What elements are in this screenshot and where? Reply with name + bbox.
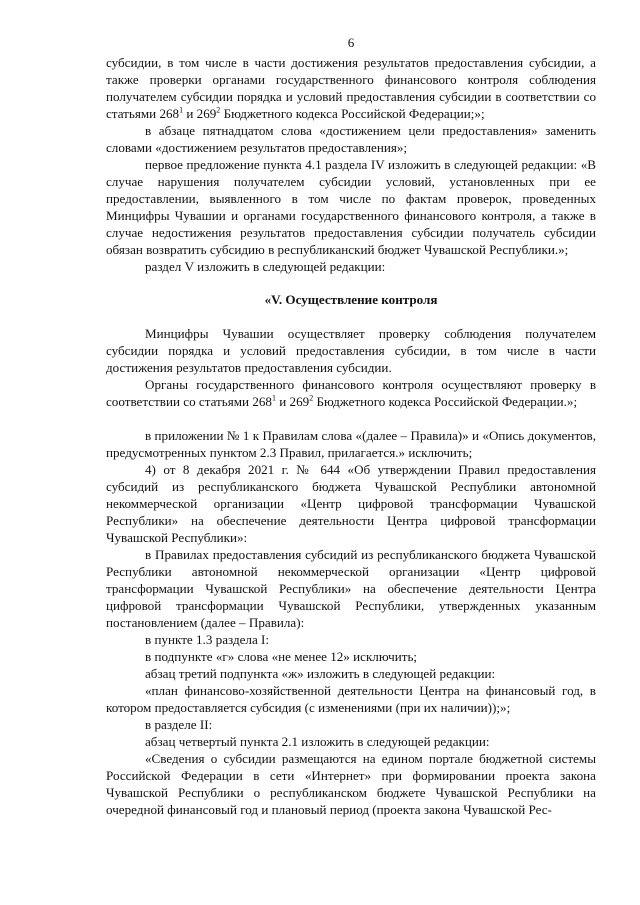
page-number: 6 xyxy=(347,35,355,50)
paragraph-text: Бюджетного кодекса Российской Федерации.»; xyxy=(313,394,578,409)
superscript: 2 xyxy=(309,393,314,403)
superscript: 1 xyxy=(179,105,184,115)
superscript: 2 xyxy=(216,105,221,115)
paragraph-item-4: 4) от 8 декабря 2021 г. № 644 «Об утверждении Правил предоставления субсидий из республиканского бюджета Чувашской Республики автономной некоммерческой организации «Центр цифровой трансформации Чувашской Республики» на обеспечение деятельности Центра цифровой трансформации Чувашской Республики»: xyxy=(106,462,596,545)
paragraph-text: и 269 xyxy=(275,394,310,409)
paragraph-rules: в Правилах предоставления субсидий из республиканского бюджета Чувашской Республики автономной некоммерческой организации «Центр цифровой трансформации Чувашской Республики» на обеспечение деятельности Центра цифровой трансформации Чувашской Республики, утвержденных указанным постановлением (далее – Правила): xyxy=(106,547,596,630)
paragraph-appendix-1: в приложении № 1 к Правилам слова «(далее – Правила)» и «Опись документов, предусмотренных пунктом 2.3 Правил, прилагается.» исключить; xyxy=(106,428,596,460)
paragraph-section-v-intro: раздел V изложить в следующей редакции: xyxy=(145,259,386,274)
paragraph-text: субсидии, в том числе в части достижения результатов предоставления субсидии, а также проверки органами государственного финансового контроля соблюдения получателем субсидии порядка и условий предоставления субсидии в соответствии со статьями 268 xyxy=(106,55,596,121)
paragraph-text: Органы государственного финансового контроля осуществляют проверку в соответствии со статьями 268 xyxy=(106,377,596,409)
paragraph-control-financial-bodies xyxy=(106,376,596,410)
paragraph-plan: «план финансово-хозяйственной деятельности Центра на финансовый год, в котором предоставляется субсидия (с изменениями (при их наличии));»; xyxy=(106,683,596,715)
paragraph-section-ii: в разделе II: xyxy=(145,717,213,732)
paragraph-text: Бюджетного кодекса Российской Федерации;»; xyxy=(220,106,485,121)
paragraph-subsidy-control xyxy=(106,54,596,122)
paragraph-subclause-zh: абзац третий подпункта «ж» изложить в следующей редакции: xyxy=(145,666,496,681)
section-heading: «V. Осуществление контроля xyxy=(264,292,438,307)
document-page xyxy=(106,34,596,818)
paragraph-clause-2-1: абзац четвертый пункта 2.1 изложить в следующей редакции: xyxy=(145,734,490,749)
paragraph-subsidy-info: «Сведения о субсидии размещаются на едином портале бюджетной системы Российской Федерации в сети «Интернет» при формировании проекта закона Чувашской Республики о республиканском бюджете Чувашской Республики на очередной финансовый год и плановый период (проекта закона Чувашской Рес- xyxy=(106,751,596,817)
paragraph-control-ministry: Минцифры Чувашии осуществляет проверку соблюдения получателем субсидии порядка и условий предоставления субсидии, в том числе в части достижения результатов предоставления субсидии. xyxy=(106,326,596,375)
paragraph-fifteenth-clause: в абзаце пятнадцатом слова «достижением цели предоставления» заменить словами «достижением результатов предоставления»; xyxy=(106,123,596,155)
paragraph-subclause-g: в подпункте «г» слова «не менее 12» исключить; xyxy=(145,649,418,664)
paragraph-text: и 269 xyxy=(183,106,217,121)
superscript: 1 xyxy=(271,393,276,403)
paragraph-clause-1-3: в пункте 1.3 раздела I: xyxy=(145,632,270,647)
paragraph-section-iv: первое предложение пункта 4.1 раздела IV изложить в следующей редакции: «В случае нарушения получателем субсидии условий, установленных при ее предоставлении, выявленного в том числе по фактам проверок, проведенных Минцифры Чувашии и органами государственного финансового контроля, а также в случае недостижения результатов предоставления субсидии получатель субсидии обязан возвратить субсидию в республиканский бюджет Чувашской Республики.»; xyxy=(106,157,596,257)
spacer xyxy=(106,410,596,427)
